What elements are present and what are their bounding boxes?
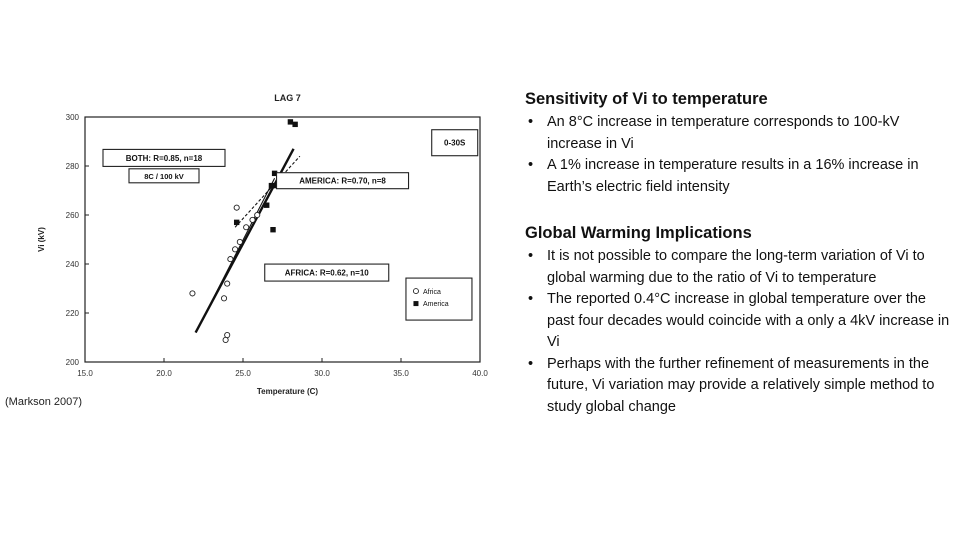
chart-title: LAG 7 <box>274 93 301 103</box>
bullet-list <box>525 246 950 418</box>
x-tick-label: 15.0 <box>77 369 93 378</box>
bullet-item <box>525 289 950 354</box>
bullet-icon: • <box>528 291 534 307</box>
annotation-both: BOTH: R=0.85, n=18 <box>125 153 203 163</box>
y-tick-label: 220 <box>65 309 79 318</box>
bullet-text: An 8°C increase in temperature corresponds to 100-kV increase in Vi <box>547 114 900 152</box>
bullet-icon: • <box>528 157 534 173</box>
point-africa <box>244 225 249 230</box>
section-sensitivity <box>525 90 950 198</box>
bullet-text: It is not possible to compare the long-term variation of Vi to global warming due to the ratio of Vi to temperature <box>547 248 925 286</box>
y-tick-label: 300 <box>65 113 79 122</box>
section-heading: Sensitivity of Vi to temperature <box>525 90 768 108</box>
x-tick-label: 35.0 <box>393 369 409 378</box>
point-africa <box>223 337 228 342</box>
point-america <box>292 122 297 127</box>
point-africa <box>221 296 226 301</box>
legend-marker-africa <box>413 289 418 294</box>
point-america <box>288 119 293 124</box>
y-axis-label: Vi (kV) <box>37 227 46 252</box>
point-america <box>234 220 239 225</box>
point-africa <box>225 332 230 337</box>
legend-label-africa: Africa <box>422 289 441 297</box>
annotation-america: AMERICA: R=0.70, n=8 <box>299 176 386 186</box>
point-africa <box>228 257 233 262</box>
point-africa <box>225 281 230 286</box>
point-america <box>269 183 274 188</box>
point-africa <box>250 217 255 222</box>
x-tick-label: 20.0 <box>156 369 172 378</box>
point-africa <box>233 247 238 252</box>
y-tick-label: 240 <box>65 260 79 269</box>
bullet-text: A 1% increase in temperature results in a 16% increase in Earth’s electric field intensity <box>547 157 919 195</box>
bullet-text: The reported 0.4°C increase in global temperature over the past four decades would coincide with a only a 4kV increase in Vi <box>547 291 950 350</box>
annotation-region: 0-30S <box>444 138 466 148</box>
y-tick-label: 280 <box>65 162 79 171</box>
bullet-text: Perhaps with the further refinement of measurements in the future, Vi variation may provide a relatively simple method to study global change <box>547 355 935 415</box>
x-axis-label: Temperature (C) <box>256 387 319 396</box>
section-global-warming <box>525 224 950 418</box>
point-africa <box>190 291 195 296</box>
x-tick-label: 30.0 <box>314 369 330 378</box>
bullet-item <box>525 354 950 419</box>
annotation-africa: AFRICA: R=0.62, n=10 <box>284 268 369 278</box>
y-tick-label: 200 <box>65 358 79 367</box>
x-tick-label: 40.0 <box>472 369 488 378</box>
bullet-list <box>525 112 950 198</box>
text-panel <box>525 90 950 444</box>
citation: (Markson 2007) <box>5 396 83 408</box>
bullet-icon: • <box>528 355 534 372</box>
annotation-rate: 8C / 100 kV <box>144 171 184 181</box>
point-america <box>264 203 269 208</box>
point-africa <box>255 212 260 217</box>
bullet-item <box>525 155 950 198</box>
point-america <box>270 227 275 232</box>
legend-marker-america <box>413 301 418 306</box>
point-africa <box>234 205 239 210</box>
y-tick-label: 260 <box>65 211 79 220</box>
scatter-chart <box>30 85 500 400</box>
bullet-icon: • <box>528 114 534 130</box>
legend-label-america: America <box>422 301 449 309</box>
plot-area <box>37 93 488 396</box>
x-tick-label: 25.0 <box>235 369 251 378</box>
bullet-icon: • <box>528 248 534 264</box>
section-heading: Global Warming Implications <box>525 224 752 242</box>
bullet-item <box>525 112 950 155</box>
point-africa <box>237 239 242 244</box>
legend-box <box>406 278 472 320</box>
bullet-item <box>525 246 950 289</box>
